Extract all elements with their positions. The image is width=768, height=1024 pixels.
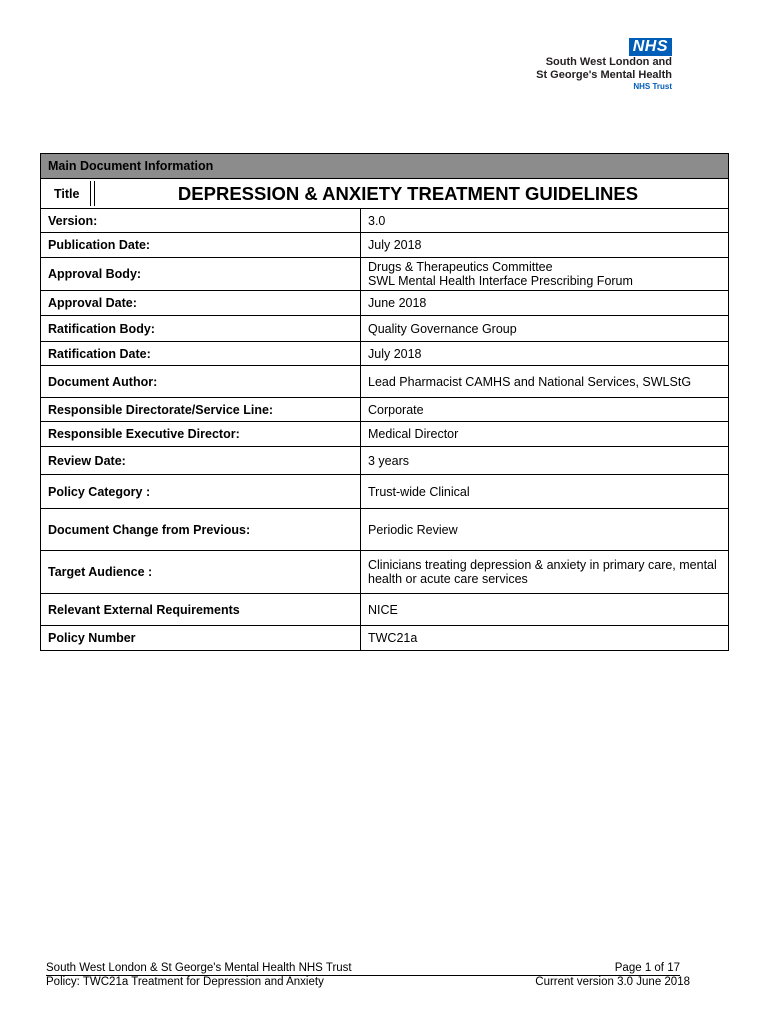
table-row (41, 209, 729, 233)
row-value: June 2018 (361, 291, 729, 316)
row-label: Responsible Executive Director: (41, 422, 361, 447)
row-label: Review Date: (41, 447, 361, 475)
row-value: NICE (361, 594, 729, 626)
row-value: Trust-wide Clinical (361, 475, 729, 509)
table-header: Main Document Information (41, 154, 729, 179)
title-row (41, 179, 729, 209)
row-value: Medical Director (361, 422, 729, 447)
table-row (41, 509, 729, 551)
table-row (41, 626, 729, 651)
table-row (41, 398, 729, 422)
row-label: Relevant External Requirements (41, 594, 361, 626)
logo-line-2: St George's Mental Health (536, 69, 672, 81)
document-info-table (40, 153, 729, 651)
footer-org: South West London & St George's Mental Health NHS Trust (46, 962, 352, 974)
table-row (41, 233, 729, 258)
row-value (361, 258, 729, 291)
row-value: Lead Pharmacist CAMHS and National Services, SWLStG (361, 366, 729, 398)
row-value: July 2018 (361, 342, 729, 366)
document-title: DEPRESSION & ANXIETY TREATMENT GUIDELINES (94, 181, 721, 206)
title-label: Title (48, 181, 91, 206)
nhs-logo (432, 38, 672, 92)
table-row (41, 422, 729, 447)
row-label: Target Audience : (41, 551, 361, 594)
logo-trust: NHS Trust (633, 82, 672, 91)
row-label: Approval Body: (41, 258, 361, 291)
row-label: Document Author: (41, 366, 361, 398)
footer-top-row (46, 962, 680, 976)
row-value: 3 years (361, 447, 729, 475)
row-label: Document Change from Previous: (41, 509, 361, 551)
row-value: TWC21a (361, 626, 729, 651)
row-value: Quality Governance Group (361, 316, 729, 342)
row-value-line: SWL Mental Health Interface Prescribing Forum (368, 274, 633, 288)
table-header-row (41, 154, 729, 179)
row-label: Version: (41, 209, 361, 233)
row-label: Responsible Directorate/Service Line: (41, 398, 361, 422)
footer-bottom-row (46, 976, 690, 989)
table-row (41, 342, 729, 366)
table-row (41, 475, 729, 509)
row-label: Publication Date: (41, 233, 361, 258)
table-row (41, 366, 729, 398)
table-row (41, 551, 729, 594)
row-value: July 2018 (361, 233, 729, 258)
footer-page-number: Page 1 of 17 (614, 962, 680, 974)
footer-policy: Policy: TWC21a Treatment for Depression and Anxiety (46, 976, 324, 988)
row-value: Periodic Review (361, 509, 729, 551)
footer-version: Current version 3.0 June 2018 (535, 976, 690, 988)
logo-line-1: South West London and (545, 56, 672, 68)
nhs-badge: NHS (629, 38, 672, 56)
row-value: 3.0 (361, 209, 729, 233)
table-row (41, 258, 729, 291)
row-label: Ratification Body: (41, 316, 361, 342)
row-label: Policy Number (41, 626, 361, 651)
row-label: Approval Date: (41, 291, 361, 316)
row-value-line: Drugs & Therapeutics Committee (368, 260, 553, 274)
table-row (41, 316, 729, 342)
table-row (41, 447, 729, 475)
row-value: Corporate (361, 398, 729, 422)
table-row (41, 291, 729, 316)
row-label: Ratification Date: (41, 342, 361, 366)
row-label: Policy Category : (41, 475, 361, 509)
row-value: Clinicians treating depression & anxiety in primary care, mental health or acute care services (361, 551, 729, 594)
table-row (41, 594, 729, 626)
title-cell (41, 179, 729, 209)
